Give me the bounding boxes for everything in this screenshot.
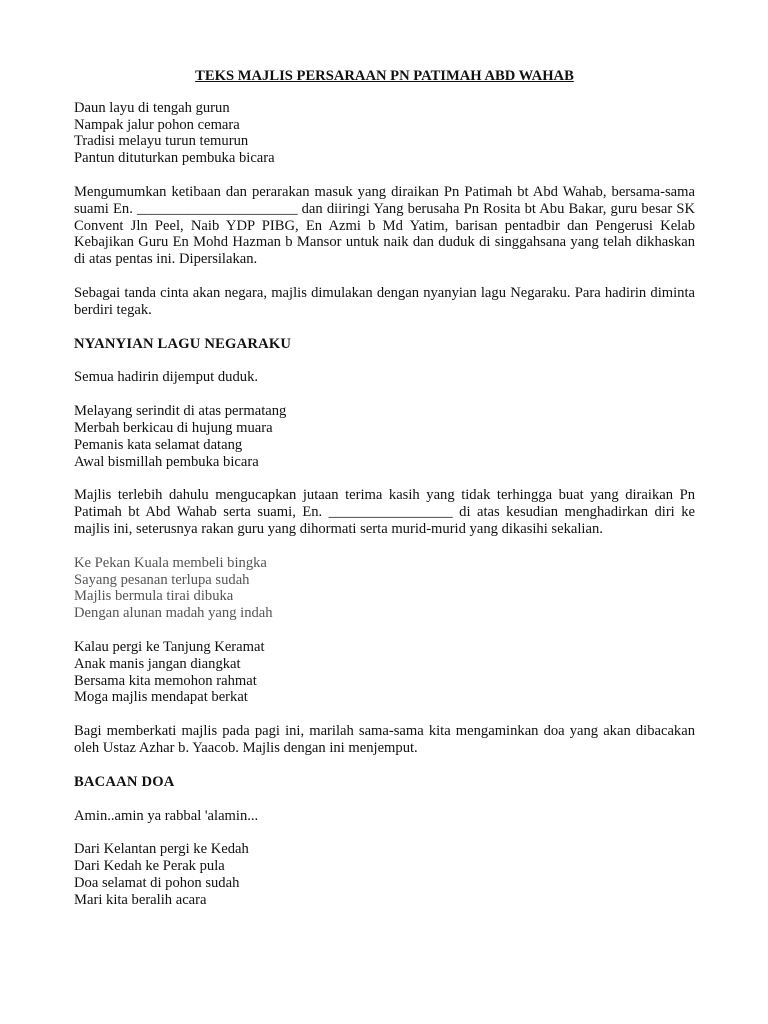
stanza-line: Dengan alunan madah yang indah — [74, 605, 273, 622]
paragraph-thanks: Majlis terlebih dahulu mengucapkan jutaan terima kasih yang tidak terhingga buat yang diraikan Pn Patimah bt Abd Wahab serta suami, En. _________________ di atas kesudian menghadirkan diri ke majlis ini, seterusnya rakan guru yang dihormati serta murid-murid yang dikasihi sekalian. — [74, 487, 695, 537]
stanza-line: Bersama kita memohon rahmat — [74, 672, 257, 689]
stanza-line: Ke Pekan Kuala membeli bingka — [74, 554, 267, 571]
stanza-line: Dari Kedah ke Perak pula — [74, 858, 225, 875]
stanza-line: Pantun dituturkan pembuka bicara — [74, 150, 275, 167]
paragraph-anthem-intro: Sebagai tanda cinta akan negara, majlis dimulakan dengan nyanyian lagu Negaraku. Para hadirin diminta berdiri tegak. — [74, 284, 695, 318]
pantun-stanza-3 — [74, 555, 695, 622]
stanza-line: Tradisi melayu turun temurun — [74, 133, 249, 150]
stanza-line: Majlis bermula tirai dibuka — [74, 588, 234, 605]
stanza-line: Melayang serindit di atas permatang — [74, 403, 287, 420]
stanza-line: Mari kita beralih acara — [74, 891, 207, 908]
stanza-line: Daun layu di tengah gurun — [74, 99, 230, 116]
pantun-stanza-2 — [74, 403, 695, 470]
paragraph-prayer-intro: Bagi memberkati majlis pada pagi ini, marilah sama-sama kita mengaminkan doa yang akan dibacakan oleh Ustaz Azhar b. Yaacob. Majlis dengan ini menjemput. — [74, 723, 695, 756]
stanza-line: Pemanis kata selamat datang — [74, 436, 243, 453]
stanza-line: Anak manis jangan diangkat — [74, 655, 241, 672]
stanza-line: Doa selamat di pohon sudah — [74, 874, 240, 891]
stanza-line: Sayang pesanan terlupa sudah — [74, 571, 250, 588]
stanza-line: Dari Kelantan pergi ke Kedah — [74, 841, 249, 858]
stanza-line: Nampak jalur pohon cemara — [74, 116, 240, 133]
paragraph-amin: Amin..amin ya rabbal 'alamin... — [74, 807, 259, 824]
stanza-line: Awal bismillah pembuka bicara — [74, 453, 259, 470]
document-title: TEKS MAJLIS PERSARAAN PN PATIMAH ABD WAHAB — [195, 68, 574, 84]
stanza-line: Merbah berkicau di hujung muara — [74, 419, 273, 436]
paragraph-arrival: Mengumumkan ketibaan dan perarakan masuk yang diraikan Pn Patimah bt Abd Wahab, bersama-sama suami En. ______________________ dan diiringi Yang berusaha Pn Rosita bt Abu Bakar, guru besar SK Convent Jln Peel, Naib YDP PIBG, En Azmi b Md Yatim, barisan pentadbir dan Pengerusi Kelab Kebajikan Guru En Mohd Hazman b Mansor untuk naik dan duduk di singgahsana yang telah dikhaskan di atas pentas ini. Dipersilakan. — [74, 183, 695, 268]
pantun-stanza-5 — [74, 841, 695, 908]
pantun-stanza-1 — [74, 100, 695, 167]
paragraph-be-seated: Semua hadirin dijemput duduk. — [74, 369, 259, 386]
section-heading-negaraku: NYANYIAN LAGU NEGARAKU — [74, 335, 292, 352]
stanza-line: Kalau pergi ke Tanjung Keramat — [74, 638, 265, 655]
stanza-line: Moga majlis mendapat berkat — [74, 689, 248, 706]
section-heading-doa: BACAAN DOA — [74, 773, 175, 790]
document-page — [74, 68, 695, 925]
pantun-stanza-4 — [74, 639, 695, 706]
